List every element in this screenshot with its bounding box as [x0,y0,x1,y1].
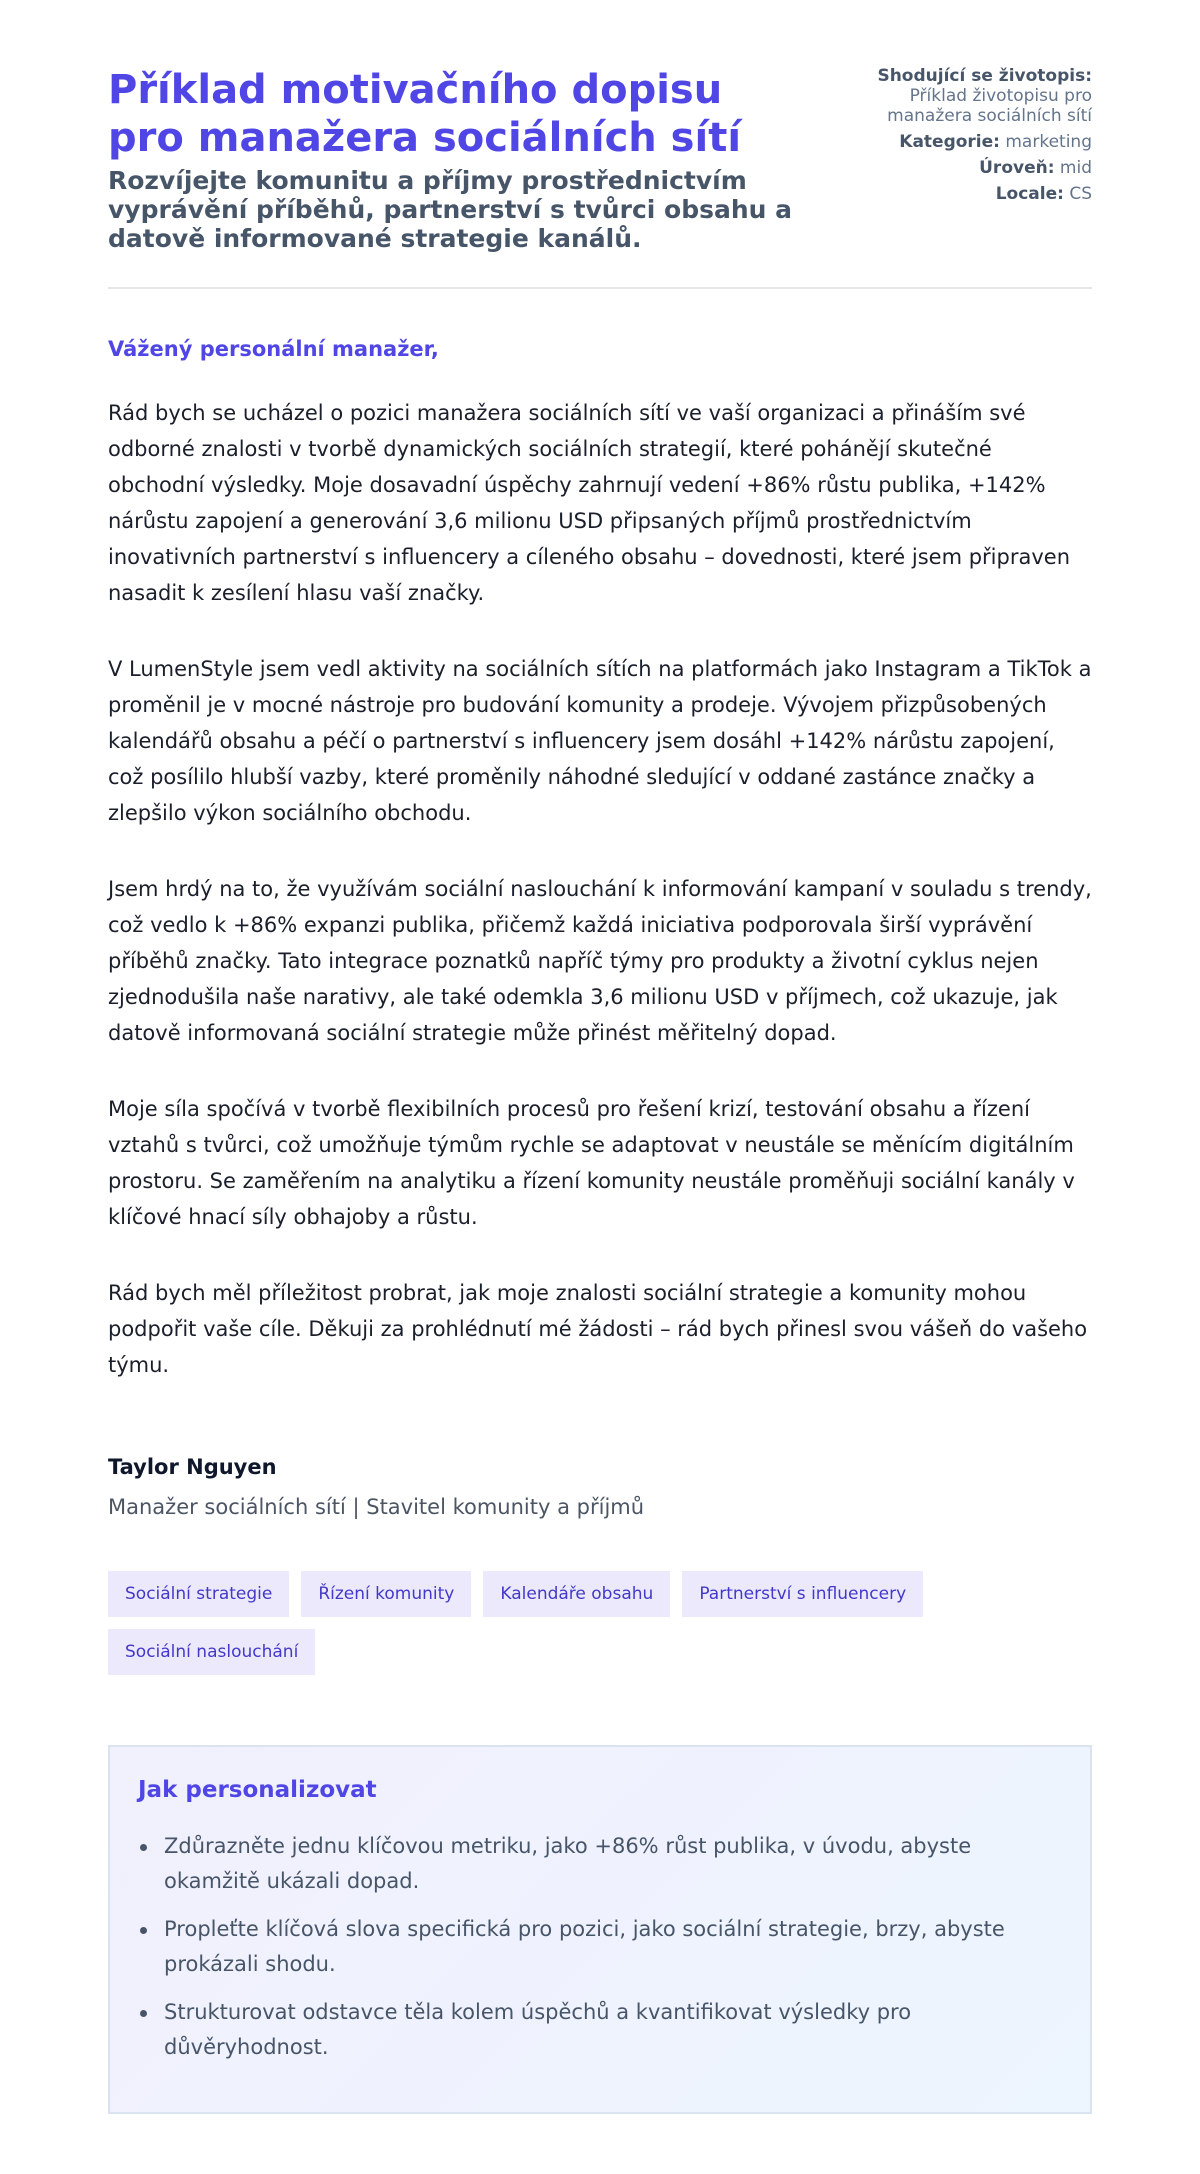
page-subtitle: Rozvíjejte komunitu a příjmy prostřednictvím vyprávění příběhů, partnerství s tvůrci obsahu a datově informované strategie kanálů. [108,166,793,253]
tip-item [138,1995,1062,2065]
letter-paragraph: Moje síla spočívá v tvorbě flexibilních procesů pro řešení krizí, testování obsahu a řízení vztahů s tvůrci, což umožňuje týmům rychle se adaptovat v neustále se měnícím digitálním prostoru. Se zaměřením na analytiku a řízení komunity neustále proměňuji sociální kanály v klíčové hnací síly obhajoby a růstu. [108,1097,1075,1229]
tip-item [138,1829,1062,1899]
metadata-panel [852,66,1092,210]
page-title: Příklad motivačního dopisu pro manažera sociálních sítí [108,67,742,161]
header-titles [108,66,808,253]
meta-level-label: Úroveň: [979,158,1055,178]
letter-paragraph: Rád bych se ucházel o pozici manažera sociálních sítí ve vaší organizaci a přináším své odborné znalosti v tvorbě dynamických sociálních strategií, které pohánějí skutečné obchodní výsledky. Moje dosavadní úspěchy zahrnují vedení +86% růstu publika, +142% nárůstu zapojení a generování 3,6 milionu USD připsaných příjmů prostřednictvím inovativních partnerství s influencery a cíleného obsahu – dovednosti, které jsem připraven nasadit k zesílení hlasu vaší značky. [108,401,1071,605]
letter-paragraph: Rád bych měl příležitost probrat, jak moje znalosti sociální strategie a komunity mohou podpořit vaše cíle. Děkuji za prohlédnutí mé žádosti – rád bych přinesl svou vášeň do vašeho týmu. [108,1281,1088,1377]
bullet-icon [140,1844,147,1851]
meta-locale-value: CS [1069,184,1092,204]
signature-name: Taylor Nguyen [108,1455,277,1479]
skill-tags [108,1571,1008,1675]
skill-tag: Sociální naslouchání [108,1629,315,1675]
letter [108,337,1092,1519]
tip-item [138,1912,1062,1982]
page-header [108,66,1092,289]
meta-matching-resume [852,66,1092,126]
tip-text: Strukturovat odstavce těla kolem úspěchů a kvantifikovat výsledky pro důvěryhodnost. [164,2000,912,2059]
bullet-icon [140,1927,147,1934]
tip-text: Propleťte klíčová slova specifická pro pozici, jako sociální strategie, brzy, abyste prokázali shodu. [164,1917,1005,1976]
signature-title: Manažer sociálních sítí | Stavitel komunity a příjmů [108,1495,645,1519]
letter-paragraph: V LumenStyle jsem vedl aktivity na sociálních sítích na platformách jako Instagram a TikTok a proměnil je v mocné nástroje pro budování komunity a prodeje. Vývojem přizpůsobených kalendářů obsahu a péčí o partnerství s influencery jsem dosáhl +142% nárůstu zapojení, což posílilo hlubší vazby, které proměnily náhodné sledující v oddané zastánce značky a zlepšilo výkon sociálního obchodu. [108,657,1092,825]
meta-category [852,132,1092,152]
skill-tag: Kalendáře obsahu [483,1571,670,1617]
meta-matching-resume-label: Shodující se životopis: [877,66,1092,86]
tips-title: Jak personalizovat [138,1777,377,1803]
meta-category-label: Kategorie: [899,132,1000,152]
letter-paragraph: Jsem hrdý na to, že využívám sociální naslouchání k informování kampaní v souladu s trendy, což vedlo k +86% expanzi publika, přičemž každá iniciativa podporovala širší vyprávění příběhů značky. Tato integrace poznatků napříč týmy pro produkty a životní cyklus nejen zjednodušila naše narativy, ale také odemkla 3,6 milionu USD v příjmech, což ukazuje, jak datově informovaná sociální strategie může přinést měřitelný dopad. [108,877,1092,1045]
meta-matching-resume-value: Příklad životopisu pro manažera sociálních sítí [887,86,1092,126]
salutation: Vážený personální manažer, [108,337,439,361]
meta-category-value: marketing [1005,132,1092,152]
meta-level-value: mid [1059,158,1092,178]
meta-locale-label: Locale: [995,184,1064,204]
tip-text: Zdůrazněte jednu klíčovou metriku, jako +86% růst publika, v úvodu, abyste okamžitě ukázali dopad. [164,1834,972,1893]
meta-locale [852,184,1092,204]
bullet-icon [140,2010,147,2017]
skill-tag: Partnerství s influencery [682,1571,923,1617]
letter-body [108,395,1092,1383]
personalization-tips-box [108,1745,1092,2114]
skill-tag: Sociální strategie [108,1571,289,1617]
tips-list [138,1829,1062,2065]
skill-tag: Řízení komunity [301,1571,471,1617]
meta-level [852,158,1092,178]
